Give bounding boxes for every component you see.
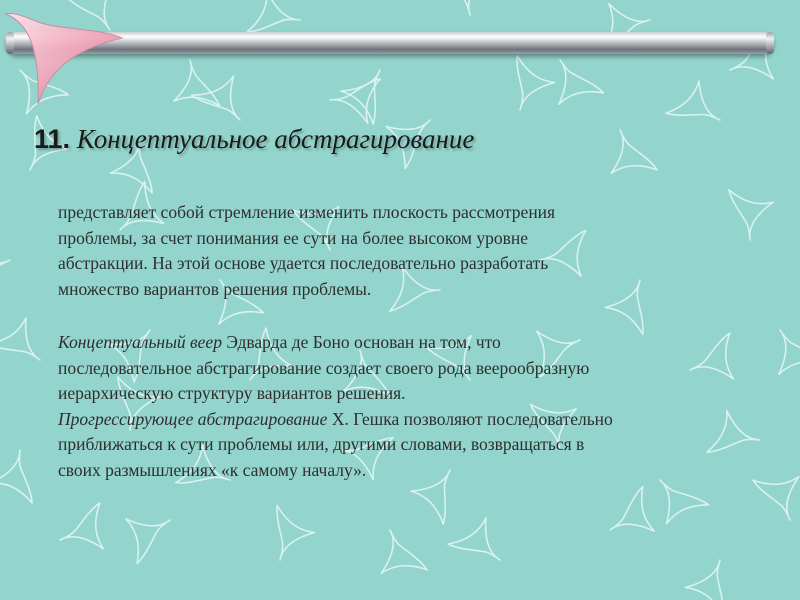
pattern-boomerang-outline [502, 47, 559, 110]
paragraph-line: абстракции. На этой основе удается последовательно разработать [58, 253, 549, 273]
progressive-abstraction-term: Прогрессирующее абстрагирование [58, 408, 328, 429]
paragraph-line: множество вариантов решения проблемы. [58, 278, 372, 299]
pattern-boomerang-outline [599, 130, 665, 192]
pattern-boomerang-outline [60, 495, 122, 561]
title-text: Концептуальное абстрагирование [76, 124, 475, 154]
boomerang-logo-icon [0, 0, 130, 120]
pattern-boomerang-outline [661, 79, 720, 129]
pattern-boomerang-outline [610, 481, 667, 544]
paragraph-line: Эдварда де Боно основан на том, что [221, 332, 501, 352]
pattern-boomerang-outline [262, 497, 319, 560]
pattern-boomerang-outline [546, 60, 609, 117]
paragraph-line: своих размышлениях «к самому началу». [58, 459, 367, 480]
definition-paragraph [58, 200, 778, 302]
pattern-boomerang-outline [448, 518, 500, 560]
paragraph-line: последовательное абстрагирование создает своего рода веерообразную [58, 357, 590, 378]
paragraph-line: проблемы, за счет понимания ее сути на более высоком уровне [58, 227, 529, 248]
methods-paragraph [58, 330, 778, 483]
paragraph-line: иерархическую структуру вариантов решения. [58, 383, 406, 403]
pattern-boomerang-outline [0, 239, 10, 305]
pattern-boomerang-outline [430, 0, 497, 15]
pattern-boomerang-outline [163, 60, 230, 126]
pattern-boomerang-outline [113, 506, 170, 569]
rod-right-cap [766, 32, 774, 54]
pattern-boomerang-outline [369, 530, 435, 592]
pattern-boomerang-outline [681, 560, 738, 600]
pattern-boomerang-outline [653, 480, 712, 530]
title-number: 11. [34, 124, 71, 154]
pattern-boomerang-outline [330, 67, 397, 133]
paragraph-line: представляет собой стремление изменить плоскость рассмотрения [58, 202, 556, 222]
pattern-boomerang-outline [339, 70, 389, 129]
paragraph-line: приближаться к сути проблемы или, другими словами, возвращаться в [58, 434, 585, 454]
concept-fan-term: Концептуальный веер [58, 332, 222, 352]
pattern-boomerang-outline [0, 318, 40, 360]
paragraph-line: Х. Гешка позволяют последовательно [327, 408, 613, 429]
pattern-boomerang-outline [0, 450, 46, 516]
slide-title [34, 124, 474, 155]
